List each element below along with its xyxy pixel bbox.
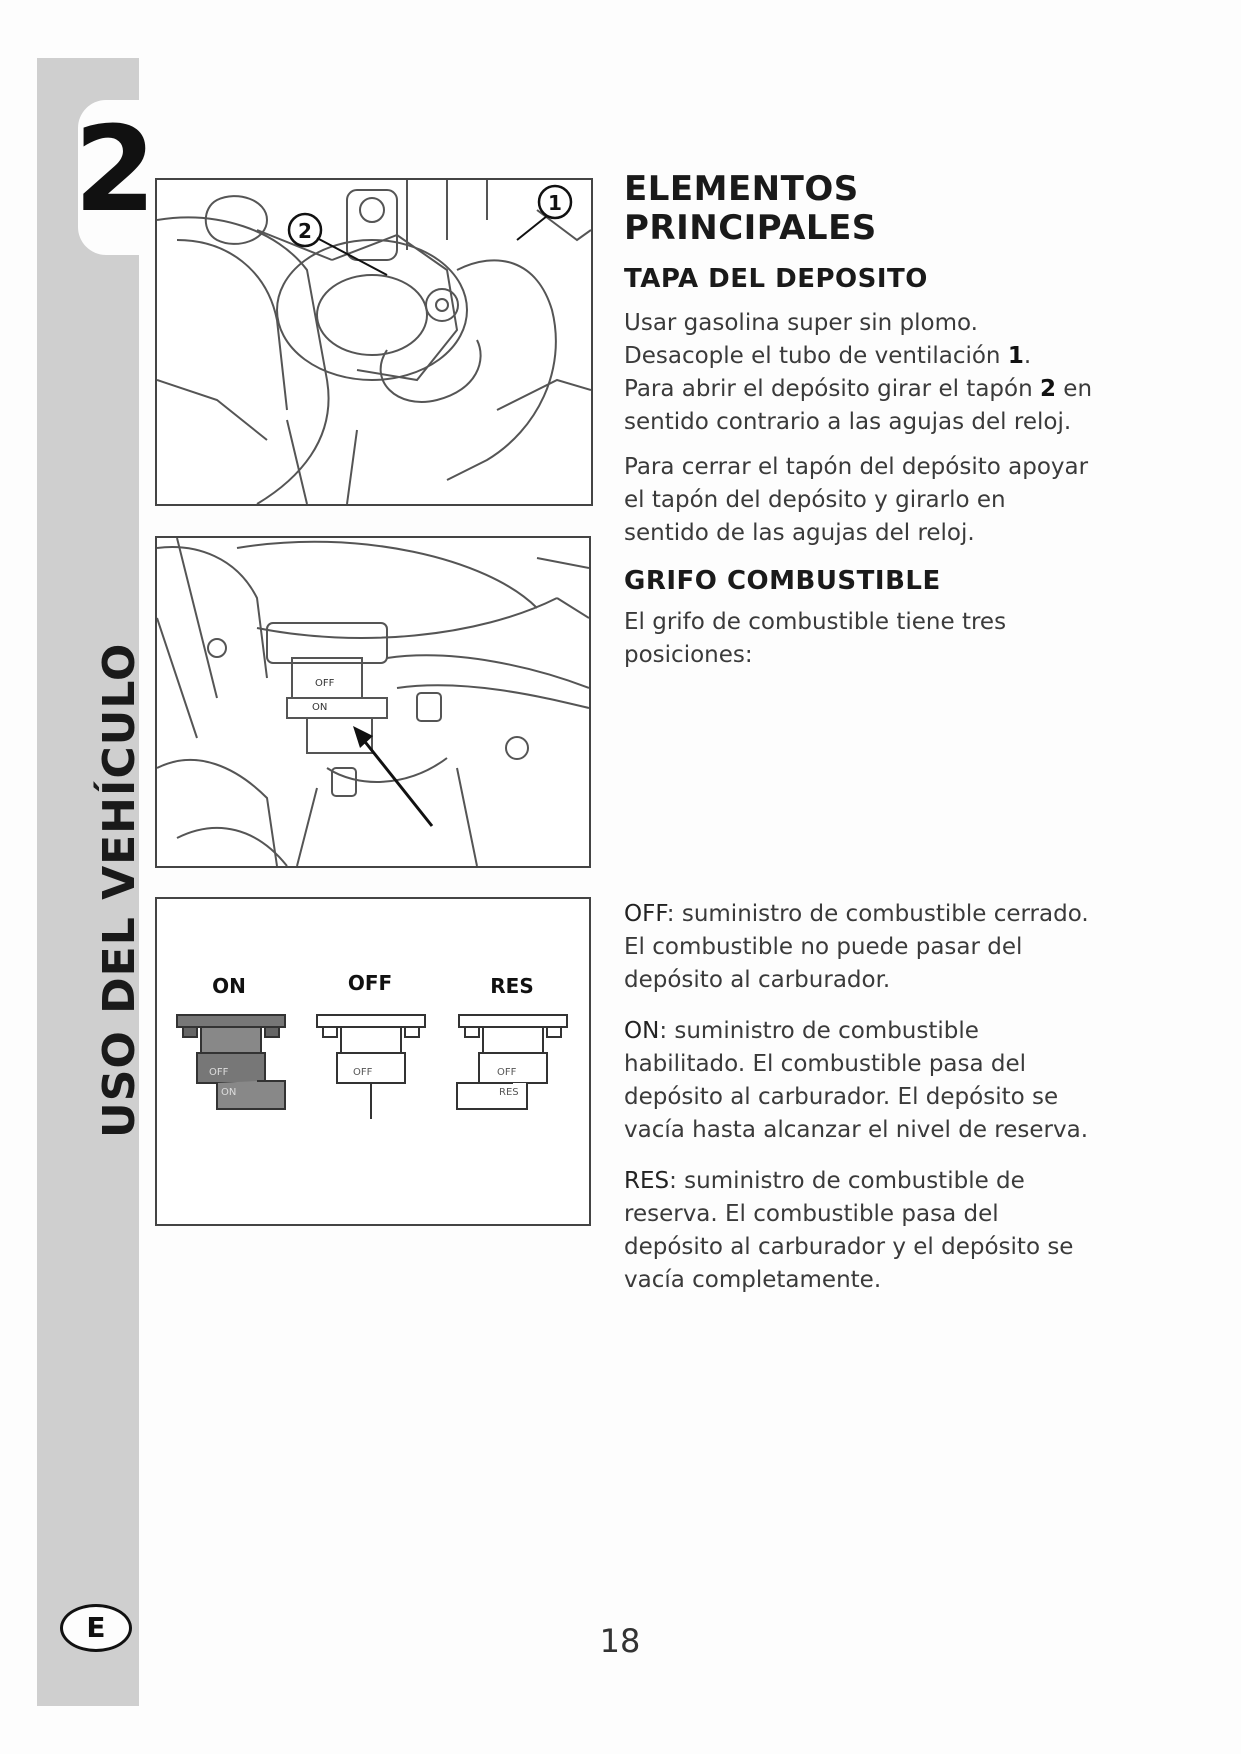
- tapa-paragraph-1: Usar gasolina super sin plomo. Desacople el tubo de ventilación 1. Para abrir el depósito girar el tapón 2 en sentido contrario a las agujas del reloj.: [624, 310, 1093, 436]
- valve-res-small-res: RES: [499, 1087, 519, 1098]
- valve-off-small-off: OFF: [353, 1067, 373, 1078]
- ref-number-1: 1: [1007, 343, 1024, 370]
- tank-cap-illustration: [157, 180, 591, 504]
- arrow-icon: [353, 726, 432, 826]
- text-column: [624, 170, 1094, 672]
- off-key: OFF: [624, 901, 667, 927]
- main-title: ELEMENTOS PRINCIPALES: [624, 169, 877, 249]
- tapa-paragraph-2: Para cerrar el tapón del depósito apoyar el tapón del depósito y girarlo en sentido de las agujas del reloj.: [624, 454, 1089, 547]
- res-description: RES: suministro de combustible de reserva. El combustible pasa del depósito al carburador y el depósito se vacía completamente.: [624, 1168, 1074, 1293]
- on-description: ON: suministro de combustible habilitado. El combustible pasa del depósito al carburador. El depósito se vacía hasta alcanzar el nivel de reserva.: [624, 1018, 1089, 1143]
- figure-tank-cap: [155, 178, 593, 506]
- off-description: OFF: suministro de combustible cerrado. El combustible no puede pasar del depósito al carburador.: [624, 901, 1089, 993]
- svg-text:2: 2: [298, 219, 312, 243]
- figure-fuel-valve: [155, 536, 591, 868]
- valve-on-small-on: ON: [221, 1087, 237, 1098]
- fuel-valve-illustration: [157, 538, 589, 866]
- valve-label-off: OFF: [315, 678, 335, 689]
- figure-valve-positions: [155, 897, 591, 1226]
- valve-label-on: ON: [312, 702, 328, 713]
- heading-grifo: GRIFO COMBUSTIBLE: [624, 566, 941, 597]
- valve-res-small-off: OFF: [497, 1067, 517, 1078]
- valve-positions-text: [624, 898, 1094, 1297]
- on-key: ON: [624, 1018, 660, 1044]
- grifo-intro: El grifo de combustible tiene tres posiciones:: [624, 608, 1007, 668]
- valve-positions-diagram: [157, 899, 589, 1224]
- chapter-number: 2: [74, 100, 153, 238]
- callout-1: [517, 186, 571, 240]
- position-label-off: OFF: [347, 971, 393, 995]
- svg-text:1: 1: [548, 191, 562, 215]
- position-label-on: ON: [212, 974, 246, 998]
- heading-tapa: TAPA DEL DEPOSITO: [624, 264, 928, 295]
- section-title-vertical: USO DEL VEHÍCULO: [94, 642, 145, 1138]
- page-number: 18: [599, 1622, 641, 1660]
- valve-on-small-off: OFF: [209, 1067, 229, 1078]
- position-label-res: RES: [490, 974, 534, 998]
- res-key: RES: [624, 1168, 670, 1194]
- ref-number-2: 2: [1039, 376, 1056, 403]
- language-badge: E: [60, 1604, 132, 1652]
